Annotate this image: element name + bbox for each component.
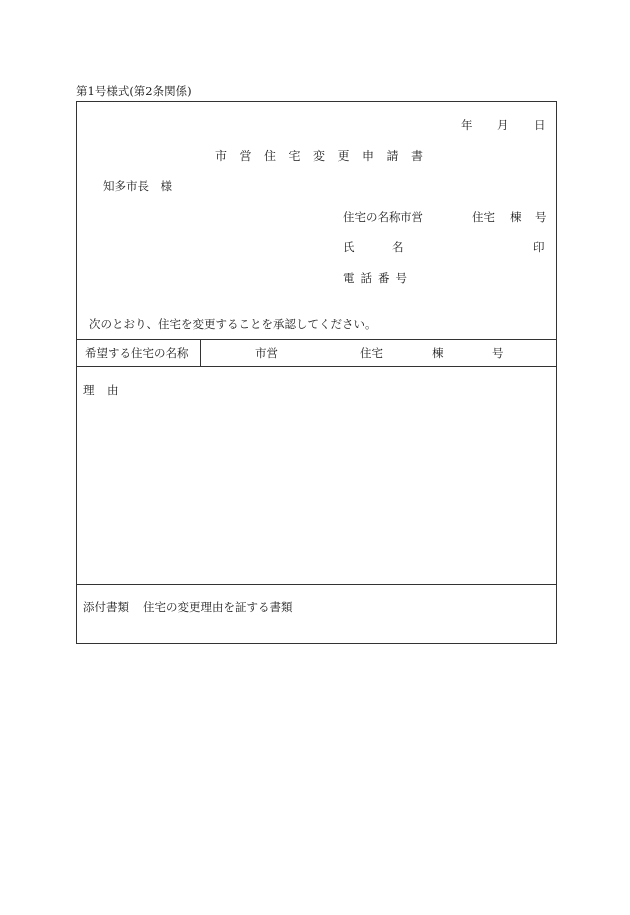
name-label-1: 氏 (343, 240, 355, 254)
date-month: 月 (497, 118, 509, 132)
divider (200, 339, 201, 366)
form-number: 第1号様式(第2条関係) (76, 84, 192, 98)
addressee: 知多市長 様 (103, 179, 172, 193)
reason-label-2: 由 (107, 383, 119, 397)
date-year: 年 (461, 118, 473, 132)
request-text: 次のとおり、住宅を変更することを承認してください。 (89, 317, 377, 331)
attachments-text: 住宅の変更理由を証する書類 (143, 600, 293, 614)
divider (77, 366, 556, 367)
divider (77, 584, 556, 585)
application-form (76, 101, 557, 644)
date-day: 日 (534, 118, 546, 132)
reason-label-1: 理 (83, 383, 95, 397)
housing-building: 棟 (510, 210, 522, 224)
form-title: 市営住宅変更申請書 (215, 149, 436, 163)
attachments-label: 添付書類 (83, 600, 129, 614)
housing-name-label: 住宅の名称 (343, 210, 401, 224)
desired-housing-label: 希望する住宅の名称 (85, 346, 189, 360)
name-label-2: 名 (392, 240, 404, 254)
desired-housing-building: 棟 (432, 346, 444, 360)
desired-housing-prefix: 市営 (255, 346, 278, 360)
desired-housing-suffix: 住宅 (360, 346, 383, 360)
housing-prefix: 市営 (400, 210, 423, 224)
phone-label: 電話番号 (343, 271, 413, 285)
desired-housing-number: 号 (492, 346, 504, 360)
seal-mark: 印 (533, 240, 545, 254)
divider (77, 339, 556, 340)
housing-number: 号 (535, 210, 547, 224)
housing-suffix: 住宅 (472, 210, 495, 224)
